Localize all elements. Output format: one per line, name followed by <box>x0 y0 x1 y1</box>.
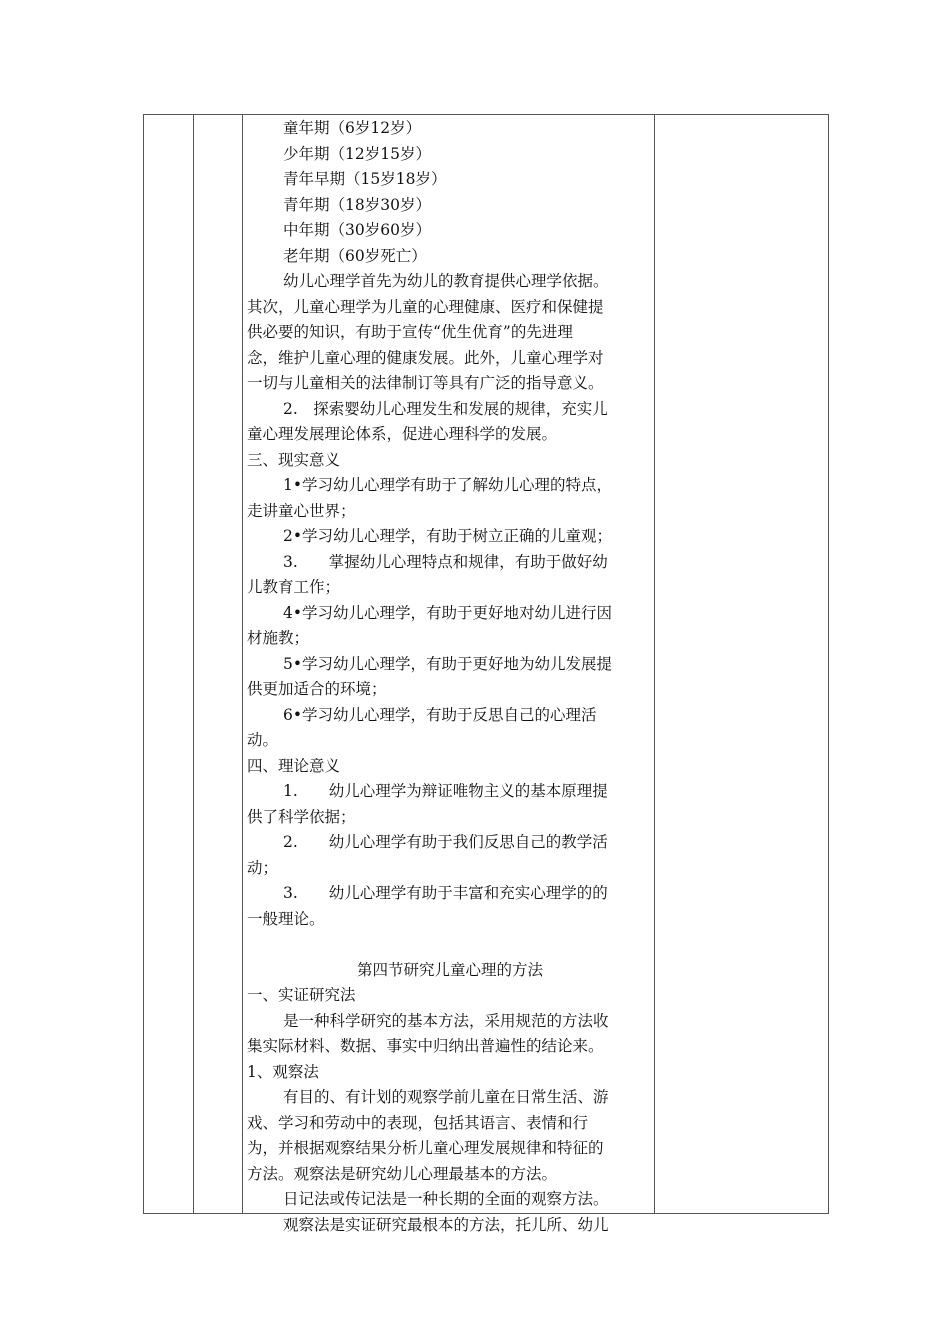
text-line: 少年期（12岁15岁） <box>283 144 431 163</box>
text-line: 一般理论。 <box>247 909 325 928</box>
text-line: 动； <box>247 858 279 877</box>
text-line: 三、现实意义 <box>247 450 341 469</box>
text-line: 1. 幼儿心理学为辩证唯物主义的基本原理提 <box>283 782 608 800</box>
text-line: 2. 探索婴幼儿心理发生和发展的规律，充实儿 <box>283 399 608 418</box>
text-line: 供了科学依据； <box>247 807 356 826</box>
text-line: 6•学习幼儿心理学，有助于反思自己的心理活 <box>283 705 597 724</box>
text-line: 1、观察法 <box>247 1062 319 1081</box>
text-line: 有目的、有计划的观察学前儿童在日常生活、游 <box>283 1088 609 1106</box>
text-line: 2. 幼儿心理学有助于我们反思自己的教学活 <box>283 833 608 851</box>
text-line: 供更加适合的环境； <box>247 680 387 698</box>
text-line <box>247 932 653 958</box>
text-line: 动。 <box>247 731 279 749</box>
table-column-divider <box>654 115 655 1213</box>
text-line: 一切与儿童相关的法律制订等具有广泛的指导意义。 <box>247 374 604 392</box>
text-line: 幼儿心理学首先为幼儿的教育提供心理学依据。 <box>283 272 609 290</box>
text-line: 老年期（60岁死亡） <box>283 246 427 265</box>
text-line: 1•学习幼儿心理学有助于了解幼儿心理的特点， <box>283 476 613 494</box>
text-line: 材施教； <box>247 629 310 647</box>
text-line: 青年早期（15岁18岁） <box>283 170 447 188</box>
table-column-divider <box>193 115 194 1213</box>
document-body <box>247 116 653 1234</box>
text-line: 观察法是实证研究最根本的方法，托儿所、幼儿 <box>283 1215 609 1234</box>
text-line: 日记法或传记法是一种长期的全面的观察方法。 <box>283 1190 609 1208</box>
text-line: 其次，儿童心理学为儿童的心理健康、医疗和保健提 <box>247 297 604 316</box>
text-line: 供必要的知识，有助于宣传“优生优育”的先进理 <box>247 323 573 341</box>
text-line: 青年期（18岁30岁） <box>283 195 431 214</box>
text-line: 集实际材料、数据、事实中归纳出普遍性的结论来。 <box>247 1037 604 1055</box>
text-line: 方法。观察法是研究幼儿心理最基本的方法。 <box>247 1164 558 1183</box>
text-line: 四、理论意义 <box>247 756 341 775</box>
text-line: 童心理发展理论体系，促进心理科学的发展。 <box>247 425 558 443</box>
text-line: 第四节研究儿童心理的方法 <box>356 960 543 979</box>
text-line: 中年期（30岁60岁） <box>283 221 431 239</box>
text-line: 是一种科学研究的基本方法，采用规范的方法收 <box>283 1011 609 1030</box>
text-line: 2•学习幼儿心理学，有助于树立正确的儿童观； <box>283 527 613 545</box>
text-line: 儿教育工作； <box>247 578 341 596</box>
text-line: 3. 幼儿心理学有助于丰富和充实心理学的的 <box>283 884 608 902</box>
text-line: 童年期（6岁12岁） <box>283 119 422 137</box>
text-line: 4•学习幼儿心理学，有助于更好地对幼儿进行因 <box>283 603 613 622</box>
text-line: 戏、学习和劳动中的表现，包括其语言、表情和行 <box>247 1113 589 1132</box>
table-column-divider <box>242 115 243 1213</box>
text-line: 3. 掌握幼儿心理特点和规律，有助于做好幼 <box>283 552 608 571</box>
text-line: 一、实证研究法 <box>247 986 356 1004</box>
text-line: 为，并根据观察结果分析儿童心理发展规律和特征的 <box>247 1139 604 1157</box>
text-line: 走讲童心世界； <box>247 501 356 520</box>
text-line: 念，维护儿童心理的健康发展。此外，儿童心理学对 <box>247 348 604 367</box>
text-line: 5•学习幼儿心理学，有助于更好地为幼儿发展提 <box>283 654 613 673</box>
